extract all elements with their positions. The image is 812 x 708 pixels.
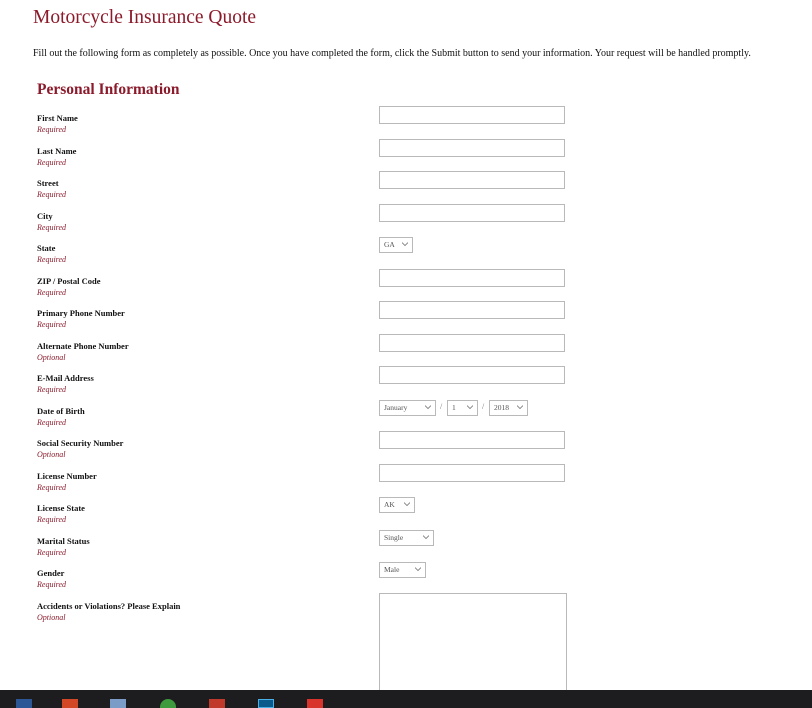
- field-label: Date of Birth: [37, 406, 85, 416]
- state-select-value: GA: [384, 240, 395, 249]
- dob-day-select[interactable]: [447, 400, 478, 416]
- field-accidents: [0, 601, 812, 631]
- page-title: Motorcycle Insurance Quote: [33, 7, 257, 28]
- optional-note: Optional: [37, 353, 66, 362]
- required-note: Required: [37, 483, 67, 492]
- street-input[interactable]: [379, 171, 565, 189]
- license-number-input[interactable]: [379, 464, 565, 482]
- field-label: Accidents or Violations? Please Explain: [37, 601, 181, 611]
- primary-phone-input[interactable]: [379, 301, 565, 319]
- field-label: License Number: [37, 471, 97, 481]
- gender-value: Male: [384, 565, 400, 574]
- mail-icon[interactable]: [209, 699, 225, 708]
- required-note: Required: [37, 288, 67, 297]
- chevron-down-icon: [415, 566, 421, 572]
- file-explorer-icon[interactable]: [110, 699, 126, 708]
- optional-note: Optional: [37, 450, 66, 459]
- field-label: ZIP / Postal Code: [37, 276, 101, 286]
- email-input[interactable]: [379, 366, 565, 384]
- required-note: Required: [37, 320, 67, 329]
- field-license-state: [0, 500, 812, 533]
- required-note: Required: [37, 580, 67, 589]
- field-label: Primary Phone Number: [37, 308, 125, 318]
- dob-day-value: 1: [452, 403, 456, 412]
- taskbar: [0, 690, 812, 708]
- chevron-down-icon: [425, 404, 431, 410]
- last-name-input[interactable]: [379, 139, 565, 157]
- word-icon[interactable]: [16, 699, 32, 708]
- license-state-select[interactable]: [379, 497, 415, 513]
- recycle-icon[interactable]: [160, 699, 176, 708]
- required-note: Required: [37, 515, 67, 524]
- state-select[interactable]: [379, 237, 413, 253]
- pdf-icon[interactable]: [307, 699, 323, 708]
- field-label: Gender: [37, 568, 65, 578]
- required-note: Required: [37, 125, 67, 134]
- photoshop-icon[interactable]: [258, 699, 274, 708]
- intro-text: Fill out the following form as completely as possible. Once you have completed the form, click the Submit button to send your information. Your request will be handled promptly.: [33, 48, 751, 59]
- date-separator: /: [482, 402, 485, 411]
- required-note: Required: [37, 255, 67, 264]
- field-label: Social Security Number: [37, 438, 124, 448]
- field-label: First Name: [37, 113, 78, 123]
- alternate-phone-input[interactable]: [379, 334, 565, 352]
- required-note: Required: [37, 418, 67, 427]
- field-label: Marital Status: [37, 536, 90, 546]
- dob-year-select[interactable]: [489, 400, 528, 416]
- field-label: Last Name: [37, 146, 77, 156]
- required-note: Required: [37, 158, 67, 167]
- zip-input[interactable]: [379, 269, 565, 287]
- dob-month-value: January: [384, 403, 408, 412]
- field-label: City: [37, 211, 53, 221]
- required-note: Required: [37, 223, 67, 232]
- chevron-down-icon: [467, 404, 473, 410]
- dob-year-value: 2018: [494, 403, 509, 412]
- chevron-down-icon: [404, 501, 410, 507]
- optional-note: Optional: [37, 613, 66, 622]
- required-note: Required: [37, 548, 67, 557]
- required-note: Required: [37, 385, 67, 394]
- field-label: Street: [37, 178, 59, 188]
- section-title: Personal Information: [37, 81, 180, 98]
- marital-status-select[interactable]: [379, 530, 434, 546]
- city-input[interactable]: [379, 204, 565, 222]
- field-label: E-Mail Address: [37, 373, 94, 383]
- ssn-input[interactable]: [379, 431, 565, 449]
- dob-month-select[interactable]: [379, 400, 436, 416]
- gender-select[interactable]: [379, 562, 426, 578]
- field-label: State: [37, 243, 56, 253]
- date-separator: /: [440, 402, 443, 411]
- field-label: License State: [37, 503, 85, 513]
- license-state-value: AK: [384, 500, 395, 509]
- chevron-down-icon: [402, 241, 408, 247]
- first-name-input[interactable]: [379, 106, 565, 124]
- field-label: Alternate Phone Number: [37, 341, 129, 351]
- accidents-textarea[interactable]: [379, 593, 567, 693]
- required-note: Required: [37, 190, 67, 199]
- marital-status-value: Single: [384, 533, 404, 542]
- chevron-down-icon: [423, 534, 429, 540]
- chevron-down-icon: [517, 404, 523, 410]
- powerpoint-icon[interactable]: [62, 699, 78, 708]
- field-email: [0, 373, 812, 403]
